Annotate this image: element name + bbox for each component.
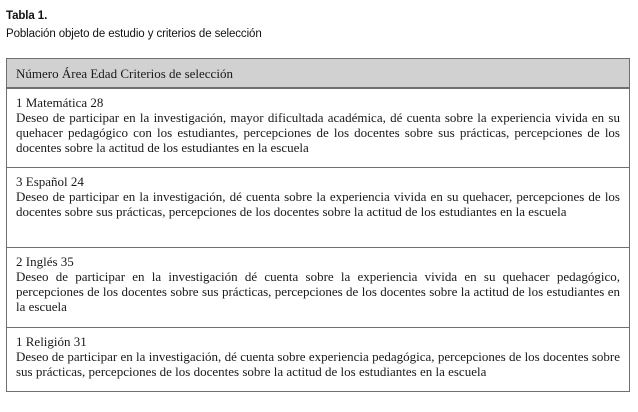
criterios-cell: Deseo de participar en la investigación, mayor dificultada académica, dé cuenta sobre la experiencia vivida en su quehacer pedagógico con los estudiantes, percepciones de los docentes sobre sus prácticas, percepciones de los docentes sobre la actitud de los estudiantes en la escuela xyxy=(16,110,620,155)
criterios-cell: Deseo de participar en la investigación, dé cuenta sobre la experiencia vivida en su quehacer, percepciones de los docentes sobre sus prácticas, percepciones de los docentes sobre la actitud de los estudiantes en la escuela xyxy=(16,189,620,219)
criterios-cell: Deseo de participar en la investigación dé cuenta sobre la experiencia vivida en su quehacer pedagógico, percepciones de los docentes sobre sus prácticas, percepciones de los docentes sobre la actitud de los estudiantes en la escuela xyxy=(16,269,620,314)
edad-cell: 31 xyxy=(73,334,87,349)
edad-cell: 35 xyxy=(60,254,74,269)
table-row xyxy=(7,327,629,391)
area-cell: Español xyxy=(25,174,68,189)
table-row xyxy=(7,88,629,167)
area-cell: Religión xyxy=(25,334,71,349)
table-row xyxy=(7,247,629,327)
row-head xyxy=(16,95,620,110)
numero-cell: 1 xyxy=(16,334,23,349)
table-header: Número Área Edad Criterios de selección xyxy=(7,58,629,88)
row-head xyxy=(16,254,620,269)
criterios-cell: Deseo de participar en la investigación, dé cuenta sobre experiencia pedagógica, percepciones de los docentes sobre sus prácticas, percepciones de los docentes sobre la actitud de los estudiantes en la escuela xyxy=(16,349,620,379)
numero-cell: 3 xyxy=(16,174,23,189)
row-head xyxy=(16,334,620,349)
table-caption: Población objeto de estudio y criterios de selección xyxy=(6,28,262,40)
area-cell: Inglés xyxy=(25,254,58,269)
edad-cell: 24 xyxy=(70,174,84,189)
selection-criteria-table xyxy=(6,58,630,392)
table-label: Tabla 1. xyxy=(6,10,48,22)
area-cell: Matemática xyxy=(25,95,88,110)
edad-cell: 28 xyxy=(90,95,104,110)
numero-cell: 2 xyxy=(16,254,23,269)
table-row xyxy=(7,167,629,247)
row-head xyxy=(16,174,620,189)
numero-cell: 1 xyxy=(16,95,23,110)
